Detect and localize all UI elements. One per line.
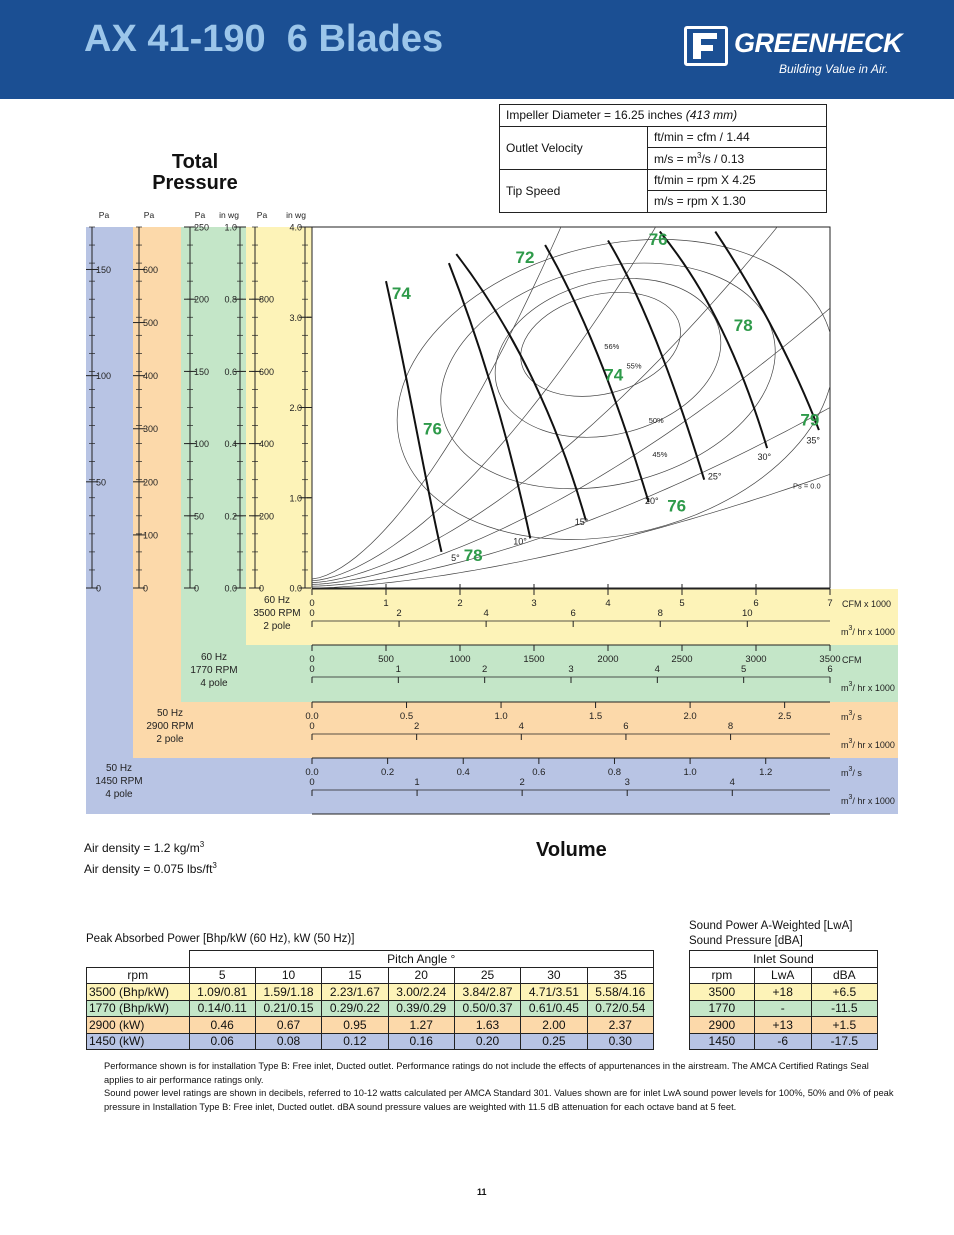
volume-tick-label: 3 [531, 598, 537, 609]
pressure-tick-label: 200 [194, 294, 210, 305]
table-row [690, 984, 878, 1001]
band-rpm-label: 1450 RPM [95, 776, 143, 787]
sound-cell: -17.5 [811, 1033, 877, 1050]
volume-tick-label: 2500 [671, 654, 693, 665]
pressure-tick-label: 0.2 [224, 511, 237, 522]
tip-speed-label: Tip Speed [500, 169, 648, 212]
sound-col-header: dBA [811, 967, 877, 984]
pressure-tick-label: 0 [259, 583, 265, 594]
blade-angle-label: 15° [574, 516, 589, 527]
pressure-tick-label: 150 [194, 366, 210, 377]
sound-cell: - [754, 1000, 811, 1017]
pressure-tick-label: 250 [194, 222, 210, 233]
performance-notes: Performance shown is for installation Type B: Free inlet, Ducted outlet. Performance ratings do not include the effects of appurtenances in the airstream. The AMCA Certified Ratings Seal applies to air performance ratings only. Sound power level ratings are shown in decibels, referred to 10-12 watts calculated per AMCA Standard 301. Values shown are for inlet LwA sound power levels for 100%, 50% and 0% of peak pressure in Installation Type B: Free inlet, Ducted outlet. dBA sound pressure values are weighted with 11.5 dB attenuation for each octave band at 5 feet. [104, 1061, 894, 1112]
volume-tick-label: 1.2 [759, 767, 773, 778]
logo-tagline: Building Value in Air. [779, 62, 889, 76]
volume-tick-label: 0 [309, 608, 315, 619]
outlet-velocity-imperial: ft/min = cfm / 1.44 [648, 126, 827, 148]
volume-unit-label: $m^3/$ s [841, 766, 862, 778]
table-row [87, 1033, 654, 1050]
pressure-unit-header: Pa [98, 210, 110, 220]
pressure-tick-label: 600 [259, 366, 275, 377]
pressure-unit-header: in wg [219, 210, 239, 220]
tip-speed-metric: m/s = rpm X 1.30 [648, 191, 827, 213]
power-cell: 1.63 [454, 1017, 520, 1034]
pressure-tick-label: 2.0 [289, 403, 302, 413]
pressure-tick-label: 600 [143, 264, 159, 275]
power-cell: 1.59/1.18 [255, 984, 321, 1001]
band-rpm-label: 2900 RPM [146, 721, 194, 732]
impeller-diameter: Impeller Diameter = 16.25 inches (413 mm) [500, 105, 827, 127]
sound-cell: +18 [754, 984, 811, 1001]
pressure-tick-label: 3.0 [289, 312, 302, 323]
sound-level-label: 74 [604, 365, 624, 385]
volume-unit-label: $m^3/$ s [841, 710, 862, 722]
power-cell: 0.20 [454, 1033, 520, 1050]
power-cell: 0.08 [255, 1033, 321, 1050]
sound-level-label: 79 [800, 410, 820, 430]
sound-cell: 2900 [690, 1017, 755, 1034]
sound-cell: 1450 [690, 1033, 755, 1050]
volume-tick-label: 1500 [523, 654, 545, 665]
sound-cell: +1.5 [811, 1017, 877, 1034]
power-cell: 0.06 [189, 1033, 255, 1050]
pressure-tick-label: 1.0 [224, 222, 237, 233]
pressure-tick-label: 0.0 [289, 583, 302, 594]
pressure-unit-header: Pa [194, 210, 206, 220]
volume-tick-label: 2.0 [683, 711, 697, 722]
volume-tick-label: 4 [654, 664, 660, 675]
pressure-tick-label: 100 [143, 530, 159, 541]
air-density-note: Air density = 1.2 $kg/m^3$ Air density = 0.075 lbs/$ft^3$ [84, 840, 217, 876]
efficiency-label: Ps = 0.0 [793, 481, 821, 491]
band-hz-label: 50 Hz [156, 708, 184, 719]
volume-tick-label: 1 [383, 598, 389, 609]
power-cell: 0.16 [388, 1033, 454, 1050]
sound-cell: 1770 [690, 1000, 755, 1017]
sound-cell: 3500 [690, 984, 755, 1001]
band-hz-label: 60 Hz [200, 652, 228, 663]
table-row [87, 1017, 654, 1034]
sound-level-label: 74 [391, 284, 411, 304]
band-rpm-label: 3500 RPM [253, 608, 301, 619]
pressure-tick-label: 400 [143, 371, 159, 382]
power-cell: 0.61/0.45 [521, 1000, 587, 1017]
power-cell: 0.30 [587, 1033, 653, 1050]
pressure-tick-label: 200 [259, 511, 275, 522]
volume-tick-label: 6 [623, 721, 629, 732]
band-pole-label: 4 pole [200, 678, 228, 689]
volume-tick-label: 2.5 [778, 711, 792, 722]
power-cell: 0.12 [322, 1033, 388, 1050]
power-cell: 0.72/0.54 [587, 1000, 653, 1017]
sound-level-label: 78 [733, 315, 753, 335]
band-pole-label: 2 pole [263, 621, 291, 632]
volume-tick-label: 0 [309, 598, 315, 609]
sound-col-header: LwA [754, 967, 811, 984]
pressure-tick-label: 150 [96, 264, 112, 275]
pitch-angle-header: Pitch Angle ° [189, 951, 653, 968]
inlet-sound-table [689, 950, 878, 1050]
pressure-tick-label: 200 [143, 477, 159, 488]
page-title: AX 41-190 6 Blades [84, 18, 444, 60]
power-cell: 2900 (kW) [87, 1017, 190, 1034]
volume-tick-label: 0.2 [381, 767, 395, 778]
volume-tick-label: 0 [309, 777, 315, 788]
power-cell: 1450 (kW) [87, 1033, 190, 1050]
table-row [690, 1033, 878, 1050]
volume-tick-label: 4 [483, 608, 489, 619]
volume-tick-label: 2 [396, 608, 402, 619]
peak-power-table [86, 950, 654, 1050]
volume-unit-label: CFM x 1000 [842, 599, 892, 609]
volume-tick-label: 4 [729, 777, 735, 788]
pressure-tick-label: 500 [143, 318, 159, 329]
volume-tick-label: 2000 [597, 654, 619, 665]
volume-tick-label: 0.5 [399, 711, 414, 722]
volume-tick-label: 1 [395, 664, 401, 675]
pressure-tick-label: 0.4 [224, 439, 237, 450]
volume-tick-label: 3 [568, 664, 574, 675]
power-cell: 0.29/0.22 [322, 1000, 388, 1017]
volume-tick-label: 0 [309, 721, 315, 732]
blade-angle-label: 10° [513, 536, 527, 547]
efficiency-label: 50% [648, 415, 664, 425]
power-cell: 0.21/0.15 [255, 1000, 321, 1017]
sound-table-caption: Sound Power A-Weighted [LwA] Sound Pressure [dBA] [689, 920, 853, 947]
table-row [690, 1000, 878, 1017]
blade-angle-label: 35° [806, 435, 820, 446]
volume-tick-label: 5 [679, 598, 685, 609]
power-cell: 3.84/2.87 [454, 984, 520, 1001]
power-cell: 2.00 [521, 1017, 587, 1034]
page-header [0, 0, 954, 99]
inlet-sound-header: Inlet Sound [690, 951, 878, 968]
power-cell: 2.23/1.67 [322, 984, 388, 1001]
volume-tick-label: 0 [309, 664, 315, 675]
pressure-tick-label: 0.0 [224, 583, 237, 594]
fan-performance-chart [0, 200, 954, 820]
volume-tick-label: 3000 [745, 654, 767, 665]
volume-tick-label: 6 [753, 598, 759, 609]
sound-col-header: rpm [690, 967, 755, 984]
tip-speed-imperial: ft/min = rpm X 4.25 [648, 169, 827, 191]
blade-angle-label: 5° [451, 552, 460, 563]
volume-tick-label: 0.4 [456, 767, 470, 778]
power-cell: 4.71/3.51 [521, 984, 587, 1001]
pressure-tick-label: 800 [259, 294, 275, 305]
sound-cell: -6 [754, 1033, 811, 1050]
band-pole-label: 4 pole [105, 789, 133, 800]
power-col-header: 30 [521, 967, 587, 984]
band-hz-label: 60 Hz [263, 595, 291, 606]
table-row [87, 1000, 654, 1017]
power-col-header: 10 [255, 967, 321, 984]
power-cell: 5.58/4.16 [587, 984, 653, 1001]
power-cell: 3.00/2.24 [388, 984, 454, 1001]
volume-tick-label: 2 [457, 598, 463, 609]
volume-tick-label: 2 [519, 777, 525, 788]
volume-tick-label: 1000 [449, 654, 471, 665]
volume-tick-label: 4 [605, 598, 611, 609]
pressure-tick-label: 0.6 [224, 366, 237, 377]
power-cell: 0.25 [521, 1033, 587, 1050]
volume-unit-label: $m^3/$ hr x 1000 [841, 738, 895, 750]
volume-tick-label: 8 [727, 721, 734, 732]
volume-tick-label: 1.0 [494, 711, 508, 722]
volume-tick-label: 0.6 [532, 767, 546, 778]
volume-tick-label: 1.5 [588, 711, 603, 722]
volume-tick-label: 0.0 [305, 767, 319, 778]
pressure-tick-label: 50 [96, 477, 107, 488]
band-pole-label: 2 pole [156, 734, 184, 745]
blade-angle-label: 25° [707, 471, 722, 482]
volume-tick-label: 4 [518, 721, 524, 732]
pressure-tick-label: 0 [96, 583, 102, 594]
volume-tick-label: 1.0 [683, 767, 697, 778]
logo-name: GREENHECK [734, 28, 903, 58]
volume-tick-label: 0.8 [607, 767, 622, 778]
band-rpm-label: 1770 RPM [190, 665, 238, 676]
blade-angle-label: 30° [757, 451, 772, 462]
pressure-tick-label: 50 [194, 511, 205, 522]
greenheck-logo [684, 26, 914, 86]
power-col-header: 35 [587, 967, 653, 984]
pressure-tick-label: 100 [194, 439, 210, 450]
volume-tick-label: 3500 [819, 654, 841, 665]
efficiency-label: 56% [604, 341, 620, 351]
pressure-tick-label: 100 [96, 371, 112, 382]
sound-level-label: 76 [423, 419, 442, 439]
volume-tick-label: 5 [741, 664, 747, 675]
blade-angle-label: 20° [645, 496, 659, 507]
volume-tick-label: 2 [413, 721, 420, 732]
pressure-unit-header: Pa [143, 210, 155, 220]
power-col-header: rpm [87, 967, 190, 984]
volume-tick-label: 1 [414, 777, 420, 788]
sound-level-label: 72 [515, 248, 535, 268]
sound-cell: +13 [754, 1017, 811, 1034]
power-cell: 0.50/0.37 [454, 1000, 520, 1017]
total-pressure-title: Total Pressure [152, 151, 238, 194]
volume-unit-label: CFM [842, 655, 862, 665]
pressure-tick-label: 400 [259, 439, 275, 450]
pressure-tick-label: 0.8 [224, 294, 237, 305]
volume-unit-label: $m^3/$ hr x 1000 [841, 681, 895, 693]
table-row [690, 1017, 878, 1034]
pressure-tick-label: 4.0 [289, 222, 302, 233]
impeller-spec-table [499, 104, 827, 213]
pressure-tick-label: 0 [194, 583, 200, 594]
band-hz-label: 50 Hz [105, 763, 133, 774]
power-cell: 0.95 [322, 1017, 388, 1034]
volume-tick-label: 2 [482, 664, 488, 675]
volume-tick-label: 8 [657, 608, 663, 619]
volume-unit-label: $m^3/$ hr x 1000 [841, 625, 895, 637]
volume-tick-label: 0 [309, 654, 315, 665]
volume-tick-label: 7 [827, 598, 833, 609]
power-cell: 0.14/0.11 [189, 1000, 255, 1017]
volume-title: Volume [536, 839, 607, 861]
table-row [87, 984, 654, 1001]
greenheck-logo-mark-icon [684, 26, 728, 66]
efficiency-label: 45% [652, 450, 668, 460]
volume-tick-label: 10 [742, 608, 753, 619]
power-cell: 0.67 [255, 1017, 321, 1034]
power-col-header: 15 [322, 967, 388, 984]
plot-area [312, 227, 830, 588]
outlet-velocity-metric: $m/s = m^3/s / 0.13$ [648, 148, 827, 170]
power-cell: 1.09/0.81 [189, 984, 255, 1001]
power-cell: 1.27 [388, 1017, 454, 1034]
power-table-caption: Peak Absorbed Power [Bhp/kW (60 Hz), kW (50 Hz)] [86, 933, 355, 945]
efficiency-label: 55% [626, 361, 642, 371]
volume-unit-label: $m^3/$ hr x 1000 [841, 794, 895, 806]
power-cell: 1770 (Bhp/kW) [87, 1000, 190, 1017]
volume-tick-label: 500 [378, 654, 394, 665]
power-col-header: 20 [388, 967, 454, 984]
page-number: 11 [477, 1187, 487, 1197]
volume-tick-label: 6 [827, 664, 833, 675]
sound-cell: -11.5 [811, 1000, 877, 1017]
sound-level-label: 78 [463, 545, 483, 565]
pressure-tick-label: 0 [143, 583, 149, 594]
volume-tick-label: 0.0 [305, 711, 319, 722]
pressure-unit-header: Pa [256, 210, 268, 220]
power-col-header: 5 [189, 967, 255, 984]
pressure-unit-header: in wg [286, 210, 306, 220]
volume-tick-label: 3 [624, 777, 630, 788]
outlet-velocity-label: Outlet Velocity [500, 126, 648, 169]
sound-level-label: 76 [667, 496, 687, 516]
pressure-tick-label: 300 [143, 424, 159, 435]
power-cell: 0.46 [189, 1017, 255, 1034]
volume-tick-label: 6 [570, 608, 576, 619]
sound-cell: +6.5 [811, 984, 877, 1001]
power-cell: 3500 (Bhp/kW) [87, 984, 190, 1001]
sound-level-label: 76 [648, 230, 668, 250]
power-cell: 2.37 [587, 1017, 653, 1034]
power-col-header: 25 [454, 967, 520, 984]
pressure-tick-label: 1.0 [289, 493, 302, 504]
power-cell: 0.39/0.29 [388, 1000, 454, 1017]
